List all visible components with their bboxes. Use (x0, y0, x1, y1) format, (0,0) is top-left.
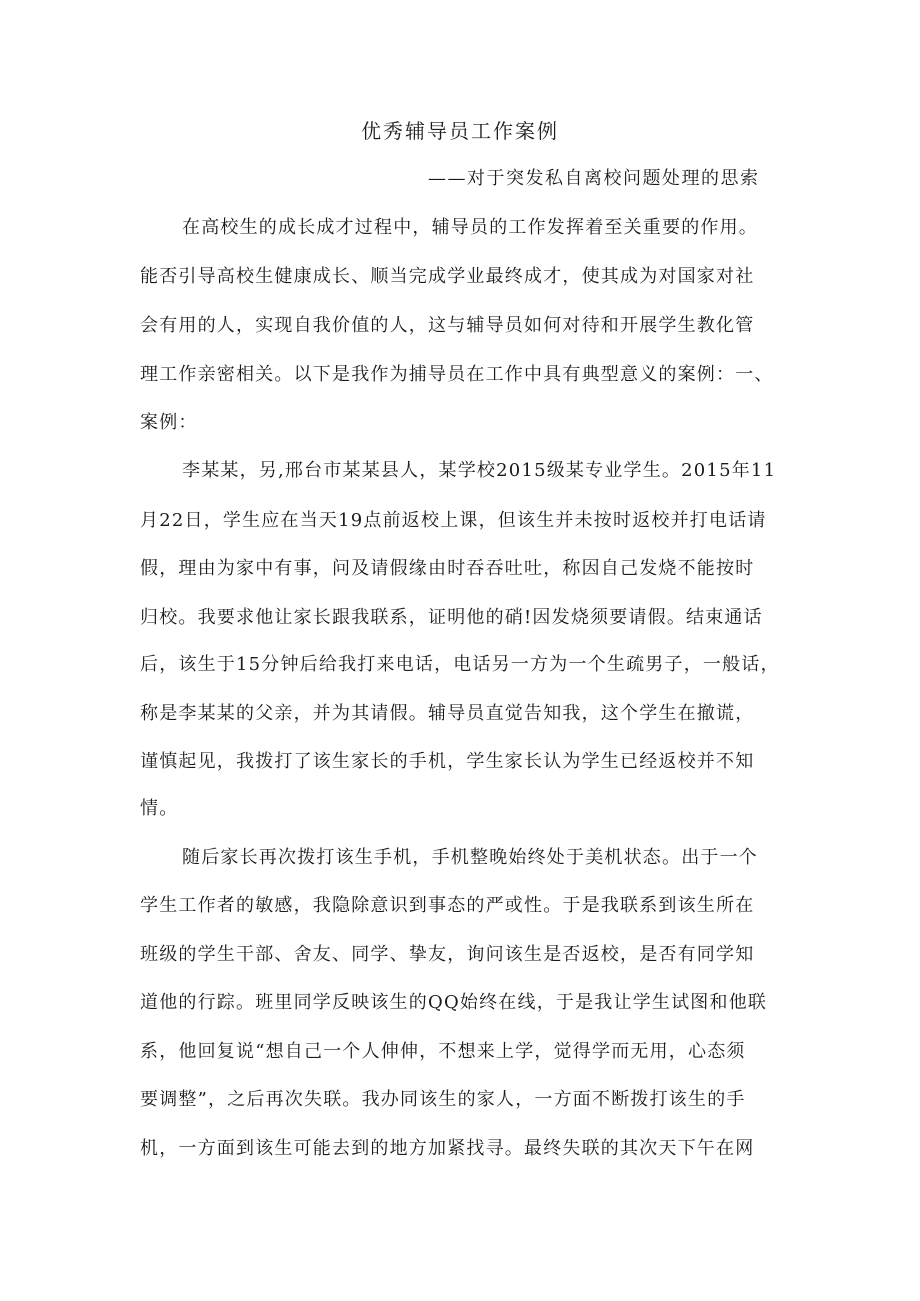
paragraph-1-line-2: 能否引导高校生健康成长、顺当完成学业最终成才，使其成为对国家对社 (140, 266, 755, 287)
paragraph-2-line-8: 情。 (140, 798, 179, 819)
paragraph-3-line-4: 道他的行踪。班里同学反映该生的QQ始终在线，于是我让学生试图和他联 (140, 992, 768, 1013)
paragraph-3-line-3: 班级的学生干部、舍友、同学、挚友，询问该生是否返校，是否有同学知 (140, 944, 755, 965)
paragraph-2-line-3: 假，理由为家中有事，问及请假缘由时吞吞吐吐，称因自己发烧不能按时 (140, 558, 755, 579)
paragraph-3-line-6: 要调整”，之后再次失联。我办同该生的家人，一方面不断拨打该生的手 (140, 1089, 746, 1110)
document-subtitle: ——对于突发私自离校问题处理的思索 (428, 168, 760, 189)
paragraph-1-line-3: 会有用的人，实现自我价值的人，这与辅导员如何对待和开展学生教化管 (140, 315, 755, 336)
paragraph-2-line-6: 称是李某某的父亲，并为其请假。辅导员直觉告知我，这个学生在撤谎， (140, 703, 755, 724)
paragraph-2-line-2: 月22日，学生应在当天19点前返校上课，但该生并未按时返校并打电话请 (140, 510, 767, 531)
paragraph-2-line-1: 李某某，另,邢台市某某县人，某学校2015级某专业学生。2015年11 (182, 460, 777, 481)
paragraph-2-line-4: 归校。我要求他让家长跟我联系，证明他的硝!因发烧须要请假。结束通话 (140, 607, 763, 628)
paragraph-3-line-5: 系，他回复说“想自己一个人伸伸，不想来上学，觉得学而无用，心态须 (140, 1041, 746, 1062)
paragraph-3-line-7: 机，一方面到该生可能去到的地方加紧找寻。最终失联的其次天下午在网 (140, 1138, 755, 1159)
paragraph-2-line-7: 谨慎起见，我拨打了该生家长的手机，学生家长认为学生已经返校并不知 (140, 751, 755, 772)
paragraph-1-line-1: 在高校生的成长成才过程中，辅导员的工作发挥着至关重要的作用。 (182, 217, 758, 238)
paragraph-2-line-5: 后，该生于15分钟后给我打来电话，电话另一方为一个生疏男子，一般话， (140, 654, 780, 675)
paragraph-1-line-5: 案例： (140, 412, 198, 433)
paragraph-3-line-1: 随后家长再次拨打该生手机，手机整晚始终处于美机状态。出于一个 (182, 847, 758, 868)
paragraph-1-line-4: 理工作亲密相关。以下是我作为捕导员在工作中具有典型意义的案例：一、 (140, 364, 774, 385)
document-title: 优秀辅导员工作案例 (361, 119, 559, 143)
paragraph-3-line-2: 学生工作者的敏感，我隐除意识到事态的严或性。于是我联系到该生所在 (140, 895, 755, 916)
